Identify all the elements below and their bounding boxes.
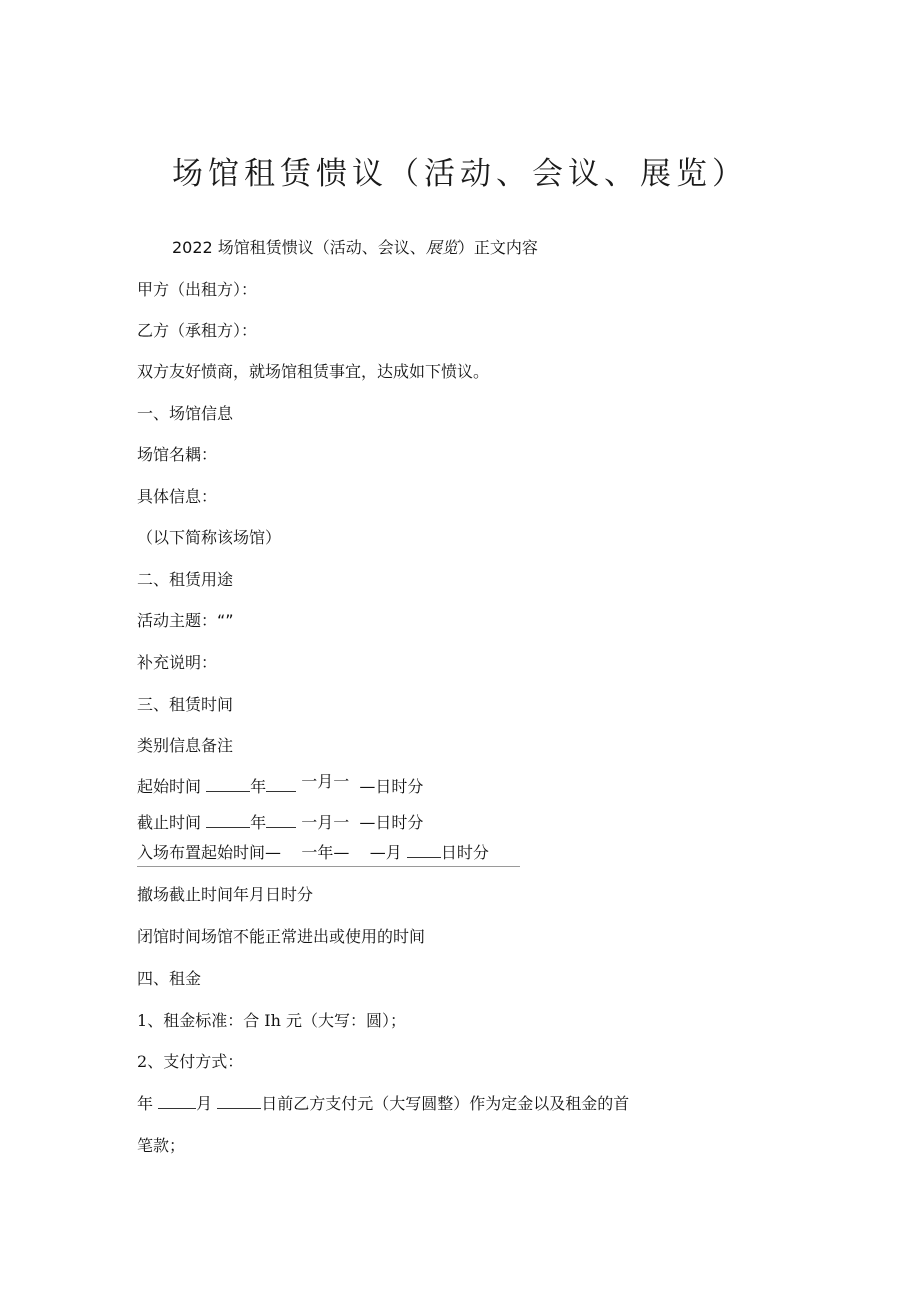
rent-amount: Ih [264,1011,281,1030]
start-rest: —日时分 [359,777,424,796]
section-heading-rent: 四、租金 [137,969,202,988]
setup-month-unit: —月 [369,843,402,862]
setup-day-blank [407,843,441,858]
section-heading-time: 三、租赁时间 [137,695,234,714]
theme-line: 活动主题：“” [137,611,234,630]
party-b-line: 乙方（承租方）： [137,321,258,340]
start-time-line [137,772,424,797]
section-heading-purpose: 二、租赁用途 [137,570,234,589]
rent-item-number: 1 [137,1011,148,1030]
setup-rest: 日时分 [440,843,489,862]
rent-standard-line [137,1011,406,1031]
setup-time-line [137,843,489,863]
section-heading-venue: 一、场馆信息 [137,404,234,423]
subtitle-prefix: 2022 场馆租赁愦议（活动、会议、 [172,238,426,257]
end-year-blank [206,813,250,828]
payment-method-text: 、支付方式： [147,1052,244,1071]
payment-schedule-line [137,1094,629,1114]
venue-alias-line: （以下简称该场馆） [137,528,282,547]
payment-rest: 日前乙方支付元（大写圆整）作为定金以及租金的首 [261,1094,630,1113]
payment-continuation-line: 笔款； [137,1136,186,1155]
start-month-unit: 一月一 [301,772,350,791]
payment-month-unit: 月 [196,1094,213,1113]
category-note-line: 类别信息备注 [137,736,234,755]
setup-year-unit: 一年— [301,843,350,862]
intro-paragraph: 双方友好愤商，就场馆租赁事宜，达成如下愤议。 [137,362,490,381]
end-month-unit: 一月一 [301,813,350,832]
payment-item-number: 2 [137,1052,148,1071]
venue-name-line: 场馆名耦： [137,445,218,464]
end-month-blank [266,813,296,828]
setup-time-label: 入场布置起始时间— [137,843,282,862]
start-month-blank [266,777,296,792]
start-year-unit: 年 [250,777,267,796]
end-time-label: 截止时间 [137,813,202,832]
start-year-blank [206,777,250,792]
page-title: 场馆租赁愦议（活动、会议、展览） [172,156,748,192]
start-time-label: 起始时间 [137,777,202,796]
payment-month-blank [158,1094,196,1109]
notes-line: 补充说明： [137,653,218,672]
subtitle-italic: 展览 [425,238,458,257]
venue-details-line: 具体信息： [137,487,218,506]
subtitle-suffix: ）正文内容 [457,238,538,257]
rent-standard-pre: 、租金标准：合 [147,1011,260,1030]
party-a-line: 甲方（出租方）： [137,280,258,299]
document-subtitle [172,238,538,258]
end-year-unit: 年 [250,813,267,832]
teardown-time-line: 撤场截止时间年月日时分 [137,885,314,904]
setup-underline-divider [137,866,520,867]
payment-year-unit: 年 [137,1094,154,1113]
payment-method-line [137,1052,243,1072]
end-time-line [137,813,423,833]
end-rest: —日时分 [359,813,424,832]
closed-time-line: 闭馆时间场馆不能正常进出或使用的时间 [137,927,426,946]
payment-day-blank [217,1094,261,1109]
rent-standard-post: 元（大写：圆）； [286,1011,407,1030]
